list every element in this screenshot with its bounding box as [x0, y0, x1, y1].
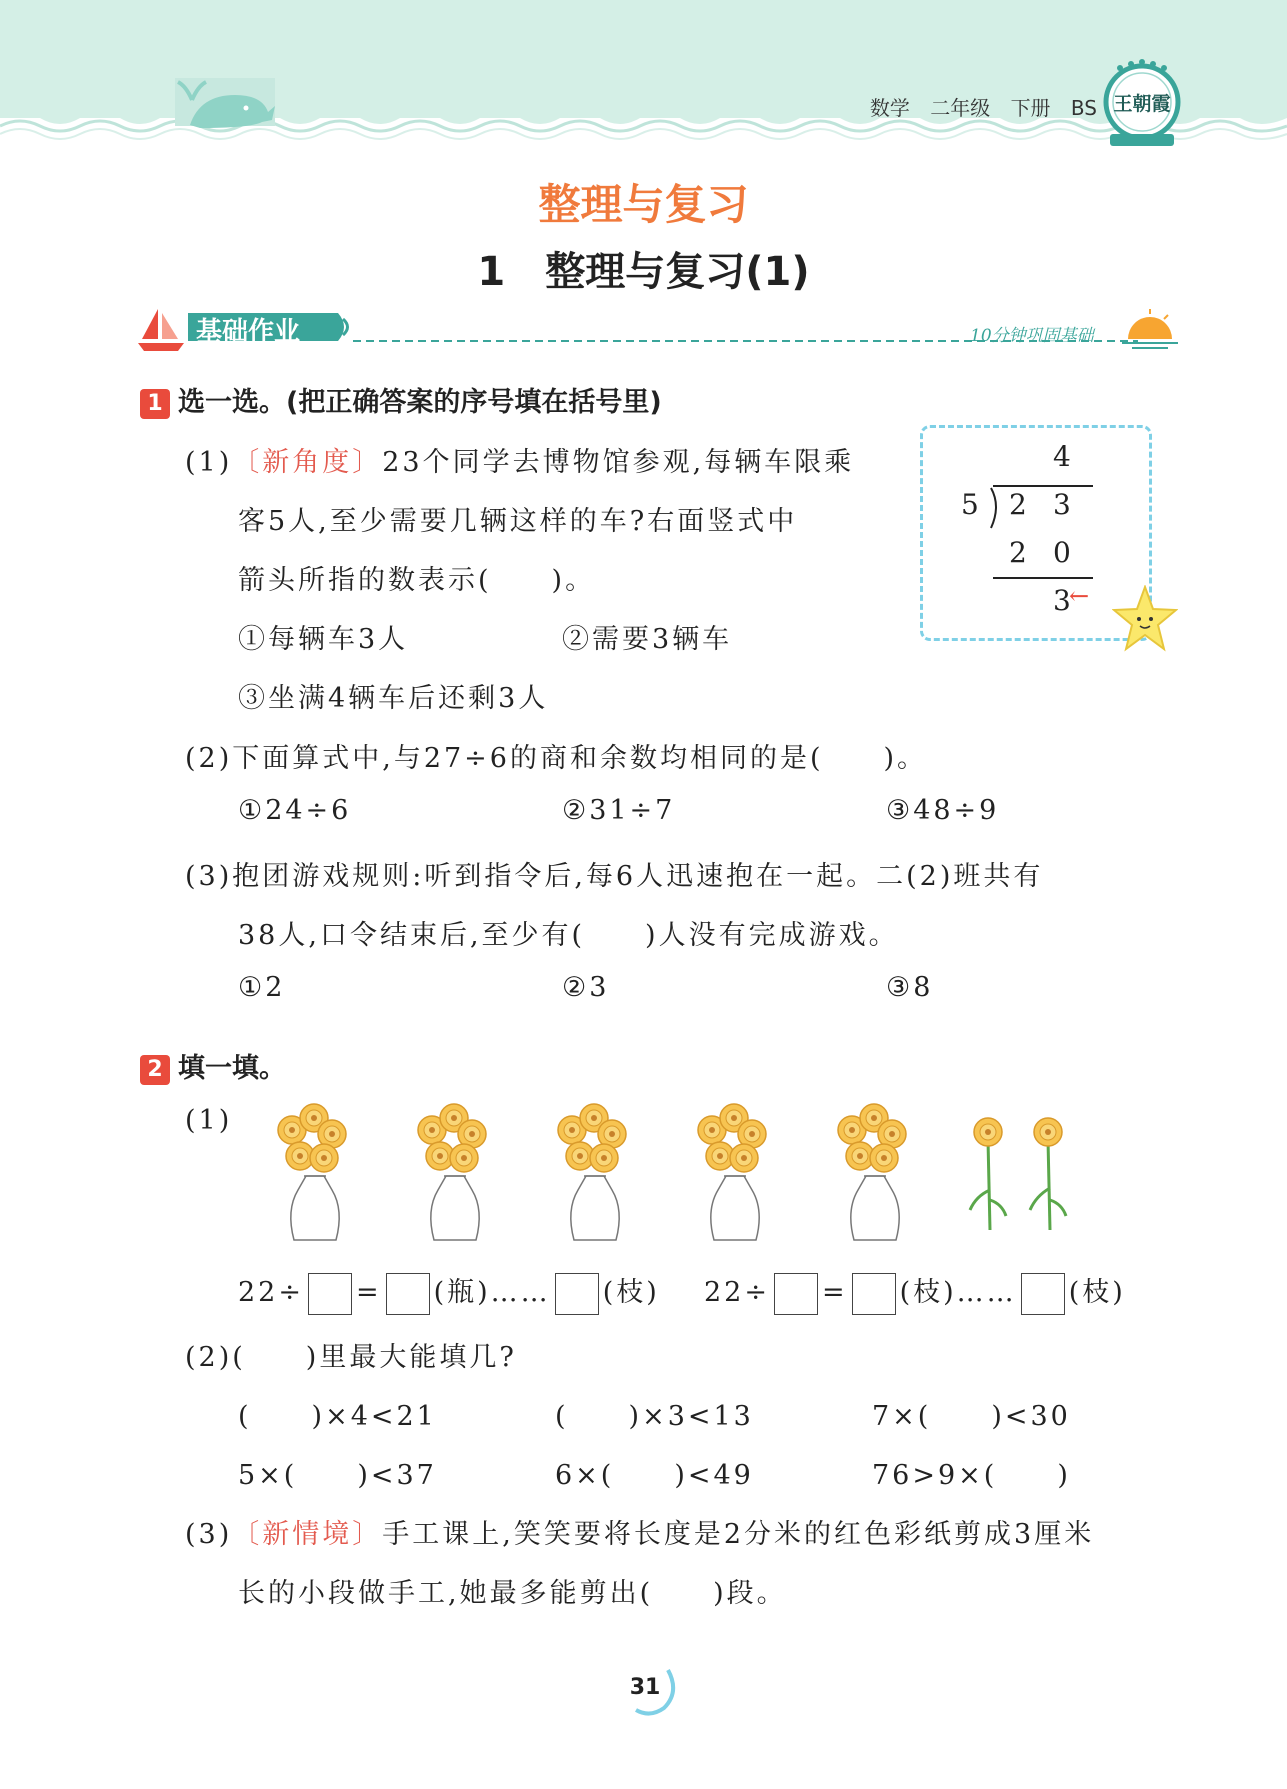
division-dividend-tens: 2 — [1009, 488, 1027, 521]
vase-2 — [418, 1104, 486, 1240]
q2-p2-r2c1: 5×( )<37 — [238, 1460, 437, 1491]
q2-heading — [140, 1046, 286, 1085]
q1-heading-text: 选一选。(把正确答案的序号填在括号里) — [178, 387, 662, 418]
division-product-ones: 0 — [1053, 536, 1071, 569]
q1-p1-prefix: (1) — [185, 447, 233, 478]
division-quotient: 4 — [1053, 440, 1071, 473]
eq2-quotient-blank[interactable] — [852, 1273, 896, 1315]
lesson-title: 1 整理与复习(1) — [477, 249, 810, 295]
vase-3 — [558, 1104, 626, 1240]
sunset-icon — [1122, 309, 1178, 348]
q1-p1-option-3: ③坐满4辆车后还剩3人 — [238, 683, 549, 714]
q1-p1-option-1: ①每辆车3人 — [238, 624, 409, 655]
q2-p3-prefix: (3) — [185, 1519, 233, 1550]
page-number: 31 — [629, 1675, 661, 1700]
section-title: 整理与复习 — [538, 180, 749, 229]
q2-p2-r2c2: 6×( )<49 — [555, 1460, 754, 1491]
eq1-divisor-blank[interactable] — [308, 1273, 352, 1315]
eq2-unit-2: (枝) — [1068, 1277, 1126, 1308]
division-remainder: 3 — [1053, 584, 1071, 617]
publisher-logo — [1102, 58, 1182, 150]
q1-number: 1 — [140, 389, 170, 419]
q2-p1-prefix: (1) — [185, 1105, 233, 1136]
q1-p3-option-1: ①2 — [238, 972, 286, 1003]
q1-p3-line2: 38人,口令结束后,至少有( )人没有完成游戏。 — [238, 920, 899, 951]
eq2-divisor-blank[interactable] — [774, 1273, 818, 1315]
division-dividend-ones: 3 — [1053, 488, 1071, 521]
q2-p3-line2: 长的小段做手工,她最多能剪出( )段。 — [238, 1578, 787, 1609]
eq1-remainder-blank[interactable] — [555, 1273, 599, 1315]
q1-p3-option-3: ③8 — [886, 972, 934, 1003]
q1-p2-text: (2)下面算式中,与27÷6的商和余数均相同的是( )。 — [185, 743, 928, 774]
eq1-quotient-blank[interactable] — [386, 1273, 430, 1315]
q2-p2-r1c3: 7×( )<30 — [872, 1401, 1071, 1432]
q2-p2-r1c2: ( )×3<13 — [555, 1401, 754, 1432]
q1-p1-line3: 箭头所指的数表示( )。 — [238, 565, 596, 596]
q2-p1-equation-2 — [704, 1270, 1126, 1315]
division-divisor: 5 — [961, 488, 979, 521]
q1-p2-option-3: ③48÷9 — [886, 795, 1000, 826]
eq1-unit-1: (瓶)…… — [433, 1277, 551, 1308]
q2-p1-equation-1 — [238, 1270, 660, 1315]
eq2-equals: = — [821, 1277, 848, 1308]
star-mascot-icon — [1112, 585, 1178, 655]
subject-label: 数学 — [869, 96, 910, 120]
q2-p2-r1c1: ( )×4<21 — [238, 1401, 437, 1432]
q1-p2-option-2: ②31÷7 — [562, 795, 676, 826]
banner-right-text: 10分钟巩固基础 — [970, 326, 1094, 346]
eq2-start: 22÷ — [704, 1277, 770, 1308]
q1-p3-line1: (3)抱团游戏规则:听到指令后,每6人迅速抱在一起。二(2)班共有 — [185, 861, 1044, 892]
loose-flower-2 — [1030, 1118, 1066, 1230]
sailboat-icon — [138, 309, 184, 351]
division-arrow: ← — [1069, 582, 1090, 610]
q1-heading — [140, 380, 662, 419]
q2-heading-text: 填一填。 — [178, 1053, 286, 1084]
vase-4 — [698, 1104, 766, 1240]
q1-p1-line1 — [185, 440, 854, 479]
q1-p1-line2: 客5人,至少需要几辆这样的车?右面竖式中 — [238, 506, 798, 537]
q1-p2-option-1: ①24÷6 — [238, 795, 352, 826]
q2-p3-tag: 〔新情境〕 — [232, 1519, 383, 1550]
logo-text: 王朝霞 — [1113, 93, 1171, 115]
banner-label: 基础作业 — [196, 317, 301, 347]
q1-p1-option-2: ②需要3辆车 — [562, 624, 733, 655]
q2-p3-line1-text: 手工课上,笑笑要将长度是2分米的红色彩纸剪成3厘米 — [382, 1519, 1095, 1550]
q1-p1-line1-text: 23个同学去博物馆参观,每辆车限乘 — [382, 447, 855, 478]
loose-flower-1 — [970, 1118, 1006, 1230]
eq1-equals: = — [355, 1277, 382, 1308]
header-meta — [870, 92, 1097, 121]
grade-label: 二年级 — [930, 96, 991, 120]
edition-label: BS — [1070, 96, 1097, 120]
header-band — [0, 0, 1287, 150]
volume-label: 下册 — [1010, 96, 1051, 120]
q2-p2-heading: (2)( )里最大能填几? — [185, 1342, 517, 1373]
vase-5 — [838, 1104, 906, 1240]
eq1-start: 22÷ — [238, 1277, 304, 1308]
q2-p2-r2c3: 76>9×( ) — [872, 1460, 1071, 1491]
eq1-unit-2: (枝) — [602, 1277, 660, 1308]
q2-number: 2 — [140, 1055, 170, 1085]
eq2-remainder-blank[interactable] — [1021, 1273, 1065, 1315]
whale-icon — [175, 78, 275, 128]
division-product-tens: 2 — [1009, 536, 1027, 569]
flower-vases-illustration — [270, 1100, 1090, 1250]
vase-1 — [278, 1104, 346, 1240]
eq2-unit-1: (枝)…… — [899, 1277, 1017, 1308]
q1-p1-tag: 〔新角度〕 — [232, 447, 383, 478]
q1-p3-option-2: ②3 — [562, 972, 610, 1003]
q2-p3-line1 — [185, 1512, 1094, 1551]
